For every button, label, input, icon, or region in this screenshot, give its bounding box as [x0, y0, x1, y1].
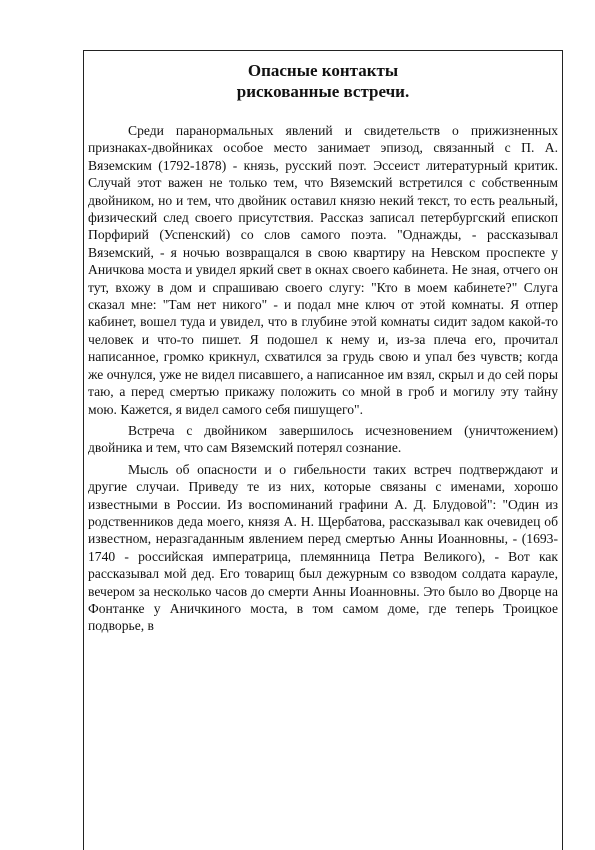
paragraph-other-cases: Мысль об опасности и о гибельности таких встреч подтверждают и другие случаи. Приведу те из них, которые связаны с именами, хорошо известными в России. Из воспоминаний графини А. Д. Блудовой": "Один из родственников деда моего, князя А. Н. Щербатова, рассказывал как очевидец об известном, неразгаданным явлением перед смертью Анны Иоанновны, - (1693-1740 - российская императрица, племянница Петра Великого), - Вот как рассказывал мой дед. Его товарищ был дежурным со взводом солдата карауле, вечером за несколько часов до смерти Анны Иоанновны. Это было во Дворце на Фонтанке у Аничкиного моста, в том самом доме, где теперь Троицкое подворье, в: [88, 461, 558, 634]
paragraph-double-vanished: Встреча с двойником завершилось исчезновением (уничтожением) двойника и тем, что сам Вяземский потерял сознание.: [88, 422, 558, 456]
document-content: [88, 60, 558, 635]
title-line-2: рискованные встречи.: [236, 82, 410, 101]
body-text: [88, 122, 558, 635]
title-line-1: Опасные контакты: [247, 61, 399, 80]
paragraph-vyazemsky-story: Среди паранормальных явлений и свидетельств о прижизненных признаках-двойниках особое место занимает эпизод, связанный с П. А. Вяземским (1792-1878) - князь, русский поэт. Эссеист литературный критик. Случай этот важен не только тем, что Вяземский встретился с собственным двойником, но и тем, что двойник оставил князю некий текст, то есть реальный, физический след своего присутствия. Рассказ записал петербургский епископ Порфирий (Успенский) со слов самого поэта. "Однажды, - рассказывал Вяземский, - я ночью возвращался в свою квартиру на Невском проспекте у Аничкова моста и увидел яркий свет в окнах своего кабинета. Не зная, отчего он тут, вхожу в дом и спрашиваю своего слугу: "Кто в моем кабинете?" Слуга сказал мне: "Там нет никого" - и подал мне ключ от этой комнаты. Я отпер кабинет, вошел туда и увидел, что в глубине этой комнаты сидит задом какой-то человек и что-то пишет. Я подошел к нему и, из-за плеча его, прочитал написанное, громко крикнул, схватился за грудь свою и упал без чувств; когда же очнулся, уже не видел писавшего, а написанное им взял, скрыл и до сей поры таю, а перед смертью прикажу положить со мной в гроб и могилу эту тайну мою. Кажется, я видел самого себя пишущего".: [88, 123, 558, 417]
document-title: [88, 60, 558, 102]
